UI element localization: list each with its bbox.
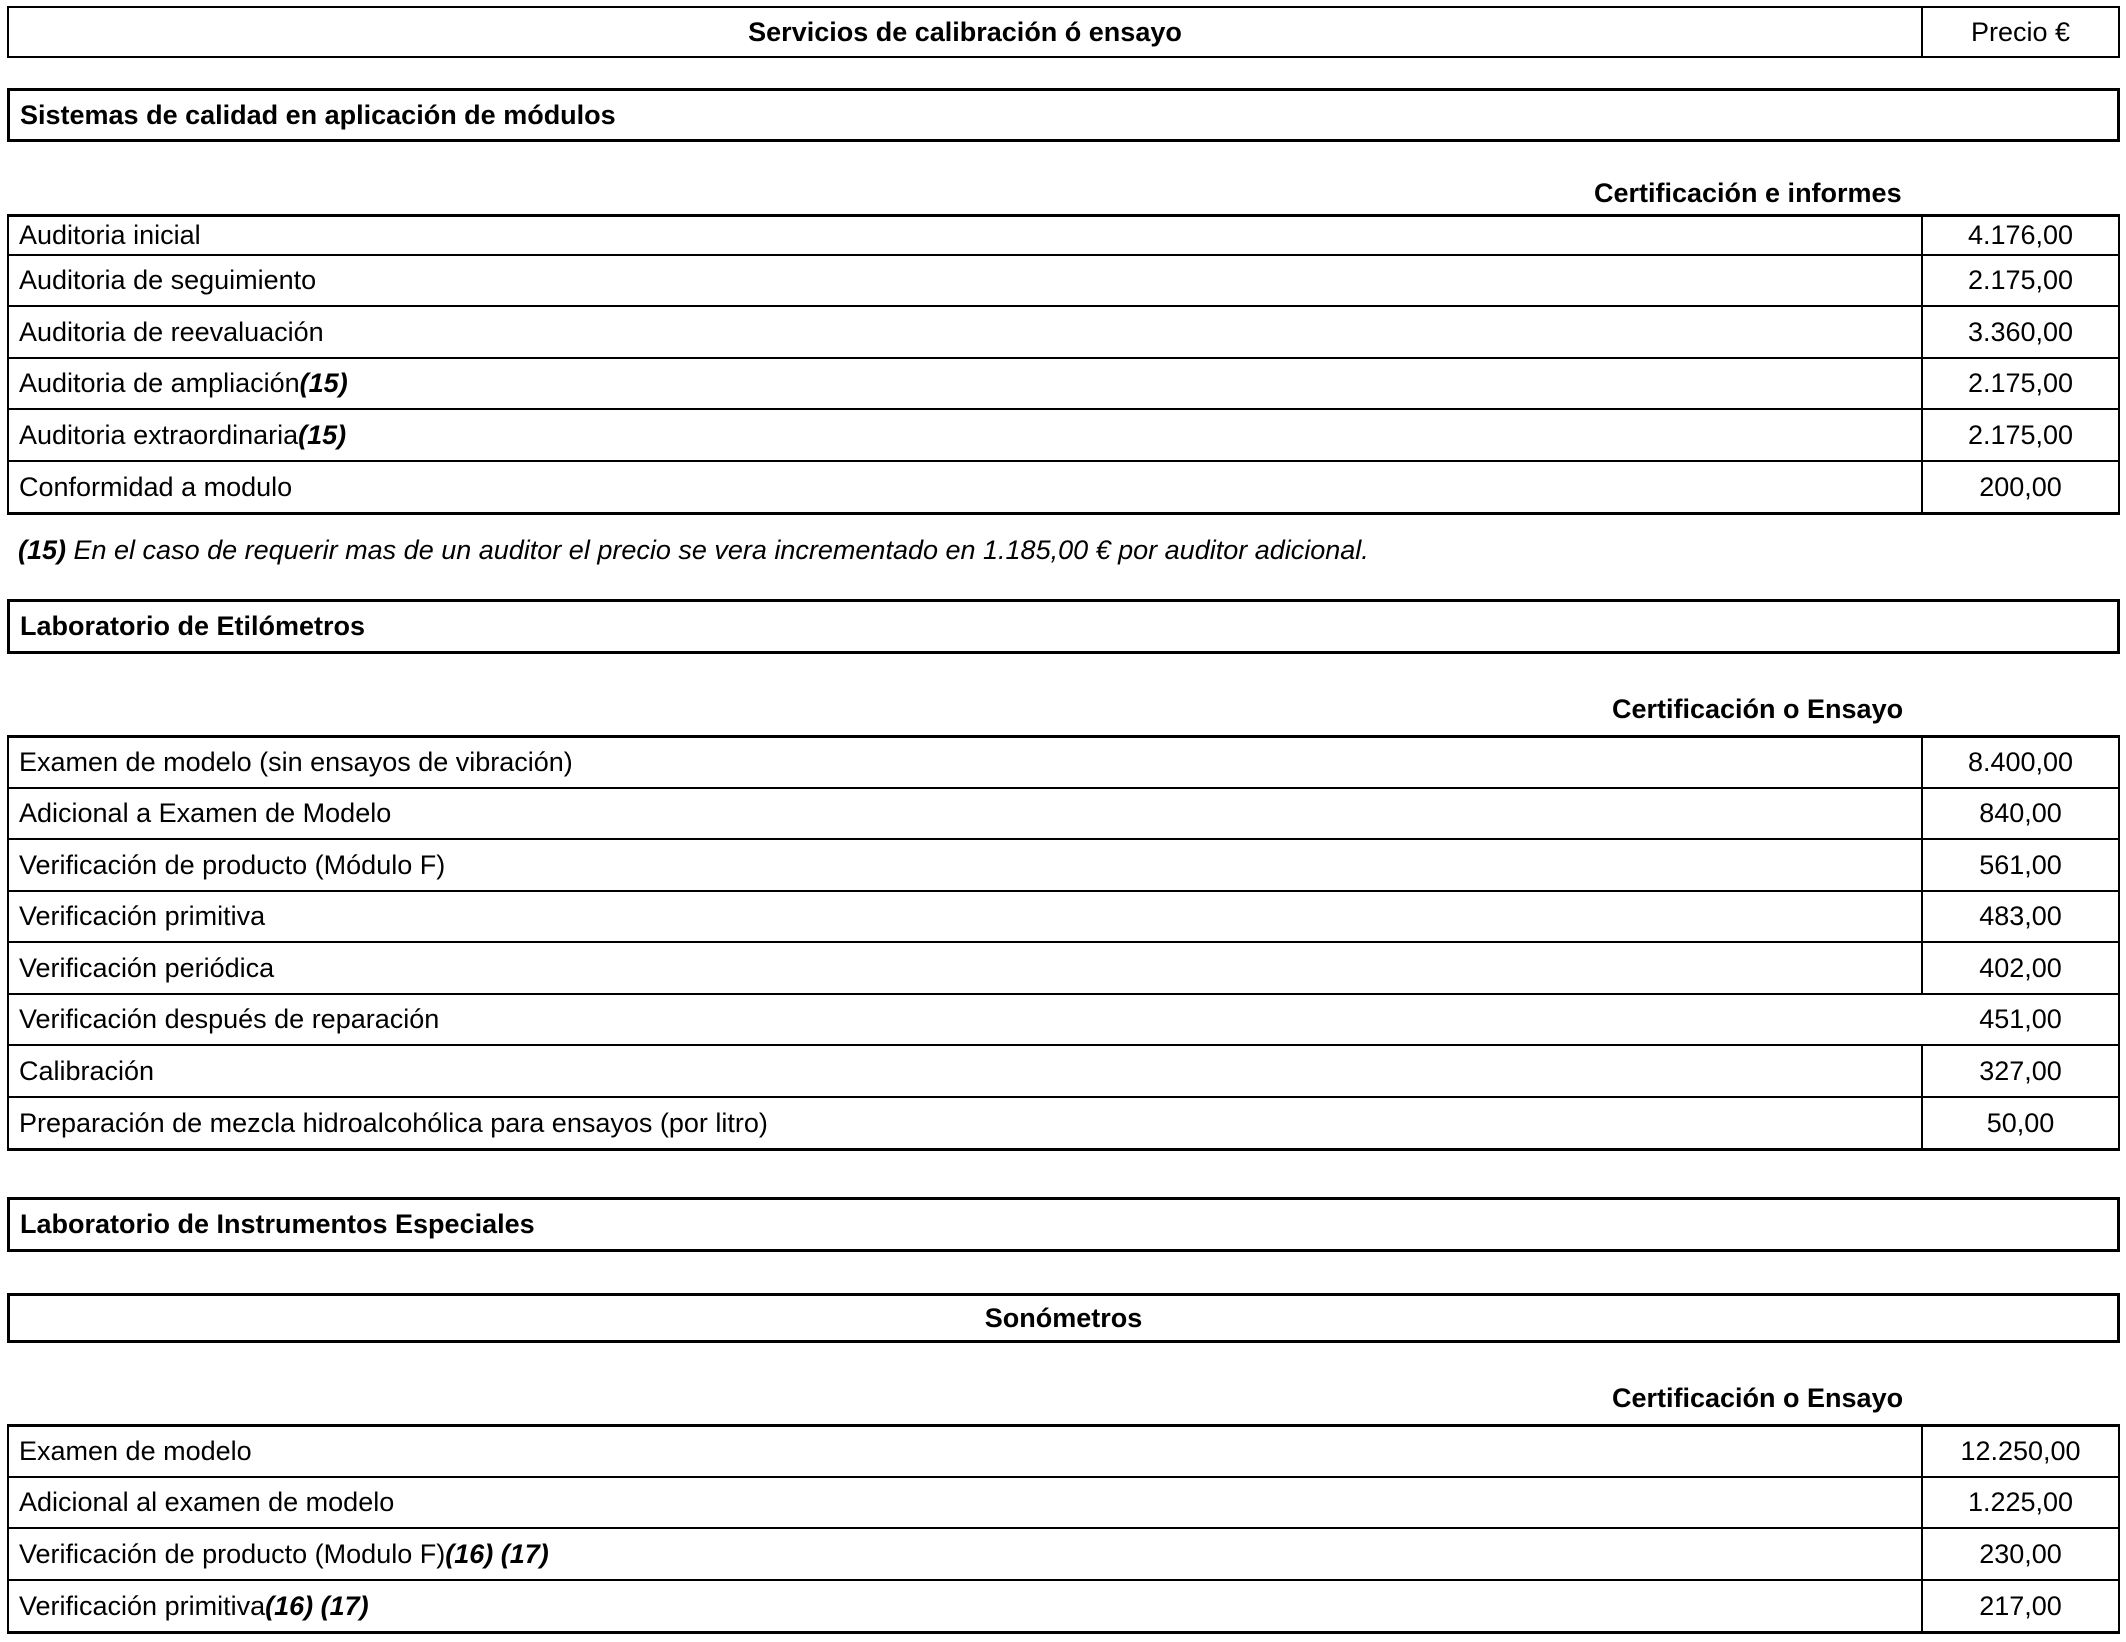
table-row [7,1529,2120,1581]
section-title-box [7,1197,2120,1252]
row-price: 2.175,00 [1921,256,2118,305]
row-price: 2.175,00 [1921,410,2118,460]
row-description: Auditoria extraordinaria (15) [19,419,347,450]
section-subheading: Certificación o Ensayo [1612,694,1904,724]
section-title: Laboratorio de Etilómetros [20,611,366,641]
footnote-ref: (16) (17) [445,1538,549,1569]
section-title: Laboratorio de Instrumentos Especiales [20,1209,535,1239]
footnote-text: En el caso de requerir mas de un auditor el precio se vera incrementado en 1.185,00 € por auditor adicional. [66,535,1369,565]
row-price: 200,00 [1921,462,2118,512]
footnote-ref: (15) [298,419,347,450]
table-row [7,1046,2120,1098]
section-subheading: Certificación o Ensayo [1612,1383,1904,1413]
row-price: 840,00 [1921,789,2118,838]
table-row [7,1424,2120,1478]
row-description: Examen de modelo (sin ensayos de vibración) [19,747,573,777]
row-description: Verificación periódica [19,952,275,983]
row-price: 4.176,00 [1921,217,2118,254]
row-price: 217,00 [1921,1581,2118,1631]
row-description: Auditoria inicial [19,220,201,250]
row-price: 12.250,00 [1921,1427,2118,1476]
row-description: Calibración [19,1055,155,1086]
footnote [18,535,1369,566]
row-description: Conformidad a modulo [19,471,293,502]
row-description: Verificación primitiva (16) (17) [19,1590,369,1621]
table-row [7,892,2120,943]
header-title: Servicios de calibración ó ensayo [748,16,1182,47]
row-price: 451,00 [1979,1004,2062,1034]
section-subheading: Certificación e informes [1594,178,1902,208]
row-description: Adicional a Examen de Modelo [19,798,392,828]
row-price: 2.175,00 [1921,359,2118,408]
section-title-box [7,599,2120,654]
table-row [7,307,2120,359]
row-description: Auditoria de ampliación (15) [19,368,348,398]
row-description: Verificación después de reparación [19,1004,440,1034]
row-price: 483,00 [1921,892,2118,941]
group-title: Sonómetros [984,1302,1143,1333]
row-price: 230,00 [1921,1529,2118,1579]
row-description: Auditoria de seguimiento [19,265,317,295]
table-row [7,995,2120,1046]
table-row [7,462,2120,515]
table-row [7,943,2120,995]
footnote-ref: (16) (17) [265,1590,369,1621]
footnote-ref: (15) [299,368,348,398]
table-row [7,735,2120,789]
table-row [7,1098,2120,1151]
group-title-box [7,1293,2120,1343]
section-title-box [7,88,2120,142]
row-price: 50,00 [1921,1098,2118,1148]
row-description: Examen de modelo [19,1436,252,1466]
row-price: 1.225,00 [1921,1478,2118,1527]
table-row [7,1478,2120,1529]
row-price: 327,00 [1921,1046,2118,1096]
row-description: Adicional al examen de modelo [19,1487,395,1517]
row-description: Verificación primitiva [19,901,266,931]
section-title: Sistemas de calidad en aplicación de módulos [20,99,616,130]
header-price-label: Precio € [1921,8,2118,56]
row-price: 402,00 [1921,943,2118,993]
row-description: Auditoria de reevaluación [19,316,324,347]
row-description: Preparación de mezcla hidroalcohólica para ensayos (por litro) [19,1107,768,1138]
table-row [7,840,2120,892]
row-description: Verificación de producto (Modulo F) (16) (17) [19,1538,549,1569]
table-row [7,789,2120,840]
table-row [7,359,2120,410]
row-price: 561,00 [1921,840,2118,890]
footnote-ref: (15) [18,535,67,565]
table-row [7,1581,2120,1634]
table-row [7,256,2120,307]
row-price: 8.400,00 [1921,738,2118,787]
table-row [7,410,2120,462]
row-description: Verificación de producto (Módulo F) [19,849,446,880]
table-row [7,214,2120,256]
table-header [7,6,2120,58]
row-price: 3.360,00 [1921,307,2118,357]
